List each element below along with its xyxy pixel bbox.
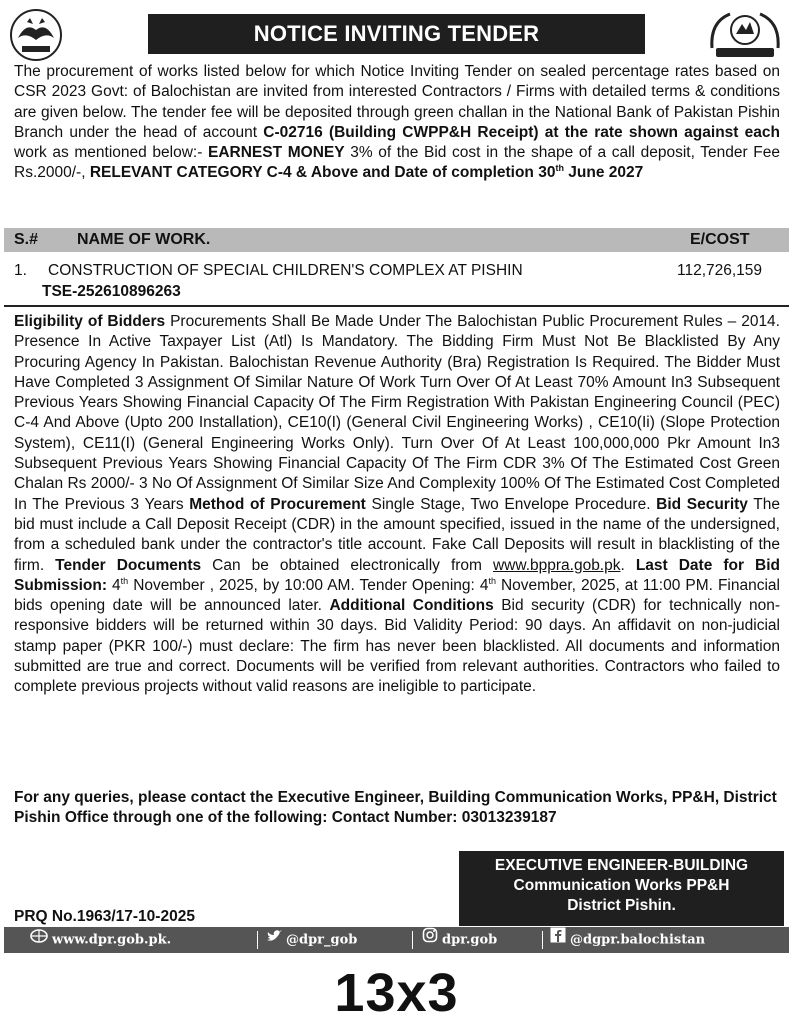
instagram-icon <box>422 927 438 953</box>
footer-social-bar <box>4 927 789 953</box>
category-text: RELEVANT CATEGORY C-4 & Above and Date of completion 30 <box>89 164 556 182</box>
earnest-money-label: EARNEST MONEY <box>208 144 345 162</box>
row-work-name: CONSTRUCTION OF SPECIAL CHILDREN'S COMPLEX AT PISHIN <box>48 262 523 279</box>
method-label: Method of Procurement <box>189 495 366 513</box>
header-cost: E/COST <box>690 231 750 248</box>
footer-divider <box>542 931 543 949</box>
last-date-text: November , 2025, by 10:00 AM. Tender Opening: 4 <box>128 576 489 594</box>
footer-website[interactable]: www.dpr.gob.pk. <box>52 932 172 948</box>
account-head: C-02716 (Building CWPP&H Receipt) at the rate shown against each <box>263 123 780 141</box>
intro-paragraph <box>14 62 780 184</box>
govt-emblem-icon <box>8 8 64 62</box>
table-divider <box>4 305 789 307</box>
tender-docs-end: . <box>620 556 636 574</box>
opening-sup: th <box>488 575 496 586</box>
method-text: Single Stage, Two Envelope Procedure. <box>365 495 657 513</box>
row-tse-number: TSE-252610896263 <box>42 283 181 300</box>
header-sn: S.# <box>14 231 39 248</box>
bid-security-text: The bid must include a Call Deposit Receipt (CDR) in the amount specified, issued in the name of the undersigned, from a scheduled bank under the contractor's title account. Fake Call Deposits will result in blacklisting of the firm. <box>14 495 780 574</box>
terms-paragraph <box>14 312 780 698</box>
last-date-label: Last Date for Bid Submission: <box>14 556 780 594</box>
ad-size-code: 13x3 <box>334 963 459 1023</box>
works-table-header <box>4 228 789 252</box>
intro-text-2: work as mentioned below:- <box>14 144 209 162</box>
bppra-link[interactable]: www.bppra.gob.pk <box>492 556 621 574</box>
header-work: NAME OF WORK. <box>77 231 211 248</box>
footer-divider <box>412 931 413 949</box>
notice-title: NOTICE INVITING TENDER <box>148 14 645 54</box>
contact-info: For any queries, please contact the Executive Engineer, Building Communication Works, PP&H, District Pishin Office through one of the following: Contact Number: 03013239187 <box>14 789 777 827</box>
last-date-sup: th <box>120 575 129 586</box>
signature-block <box>459 851 784 926</box>
footer-divider <box>257 931 258 949</box>
eligibility-text: Procurements Shall Be Made Under The Balochistan Public Procurement Rules – 2014. Presence In Active Taxpayer List (Atl) Is Mandatory. The Bidding Firm Must Not Be Blacklisted By Any Procuring Agency In Pakistan. Balochistan Revenue Authority (Bra) Registration Is Required. The Bidder Must Have Completed 3 Assignment Of Similar Nature Of Work Turn Over Of At Least 70% Amount In3 Subsequent Previous Years Showing Financial Capacity Of The Firm Registration With Pakistan Engineering Council (PEC) C-4 And Above (Upto 200 Installation), CE10(I) (General Civil Engineering Works) , CE10(Ii) (Slope Protection System), CE11(I) (General Engineering Works Only). Turn Over Of At Least 100,000,000 Pkr Amount In3 Subsequent Previous Years Showing Financial Capacity Of The Firm CDR 3% Of The Estimated Cost Green Chalan Rs 2000/- 3 No Of Assignment Of Similar Size And Complexity 100% Of The Estimated Cost Completed In The Previous 3 Years <box>14 313 780 513</box>
completion-date: June 2027 <box>563 164 644 182</box>
signature-dept: Communication Works PP&H <box>513 877 730 894</box>
intro-text: The procurement of works listed below for which Notice Inviting Tender on sealed percentage rates based on CSR 2023 Govt: of Balochistan are invited from interested Contractors / Firms with detailed terms & conditions are given below. The tender fee will be deposited through green challan in the National Bank of Pakistan Pishin Branch under the head of account <box>14 63 780 141</box>
department-logo-icon <box>706 8 784 62</box>
earnest-money-text: 3% of the Bid cost in the shape of a call deposit, Tender Fee Rs.2000/-, <box>14 144 780 182</box>
row-sn: 1. <box>14 262 27 279</box>
footer-facebook[interactable]: @dgpr.balochistan <box>570 932 706 948</box>
signature-district: District Pishin. <box>567 897 676 914</box>
footer-twitter[interactable]: @dpr_gob <box>286 932 358 948</box>
twitter-icon <box>266 927 282 953</box>
facebook-icon <box>550 927 566 953</box>
globe-icon <box>30 927 48 953</box>
bid-security-label: Bid Security <box>656 495 748 513</box>
prq-number: PRQ No.1963/17-10-2025 <box>14 908 195 925</box>
table-row <box>4 258 789 304</box>
footer-instagram[interactable]: dpr.gob <box>442 932 498 948</box>
row-estimated-cost: 112,726,159 <box>677 262 763 279</box>
last-date-day: 4 <box>107 576 121 594</box>
additional-conditions-text: Bid security (CDR) for technically non-responsive bidders will be returned within 30 days. Bid Validity Period: 90 days. An affidavit on non-judicial stamp paper (PKR 100/-) must declare: The firm has never been blacklisted. All documents and information submitted are true and correct. Documents will be verified from relevant authorities. Contractors who failed to complete previous projects without valid reasons are ineligible to participate. <box>14 597 780 696</box>
tender-docs-text: Can be obtained electronically from <box>201 556 493 574</box>
signature-title: EXECUTIVE ENGINEER-BUILDING <box>494 857 749 874</box>
tender-docs-label: Tender Documents <box>55 556 202 574</box>
opening-text: November, 2025, at 11:00 PM. Financial bids opening date will be announced later. <box>14 576 780 615</box>
additional-conditions-label: Additional Conditions <box>329 597 494 615</box>
category-sup: th <box>555 163 564 174</box>
eligibility-label: Eligibility of Bidders <box>14 313 166 330</box>
